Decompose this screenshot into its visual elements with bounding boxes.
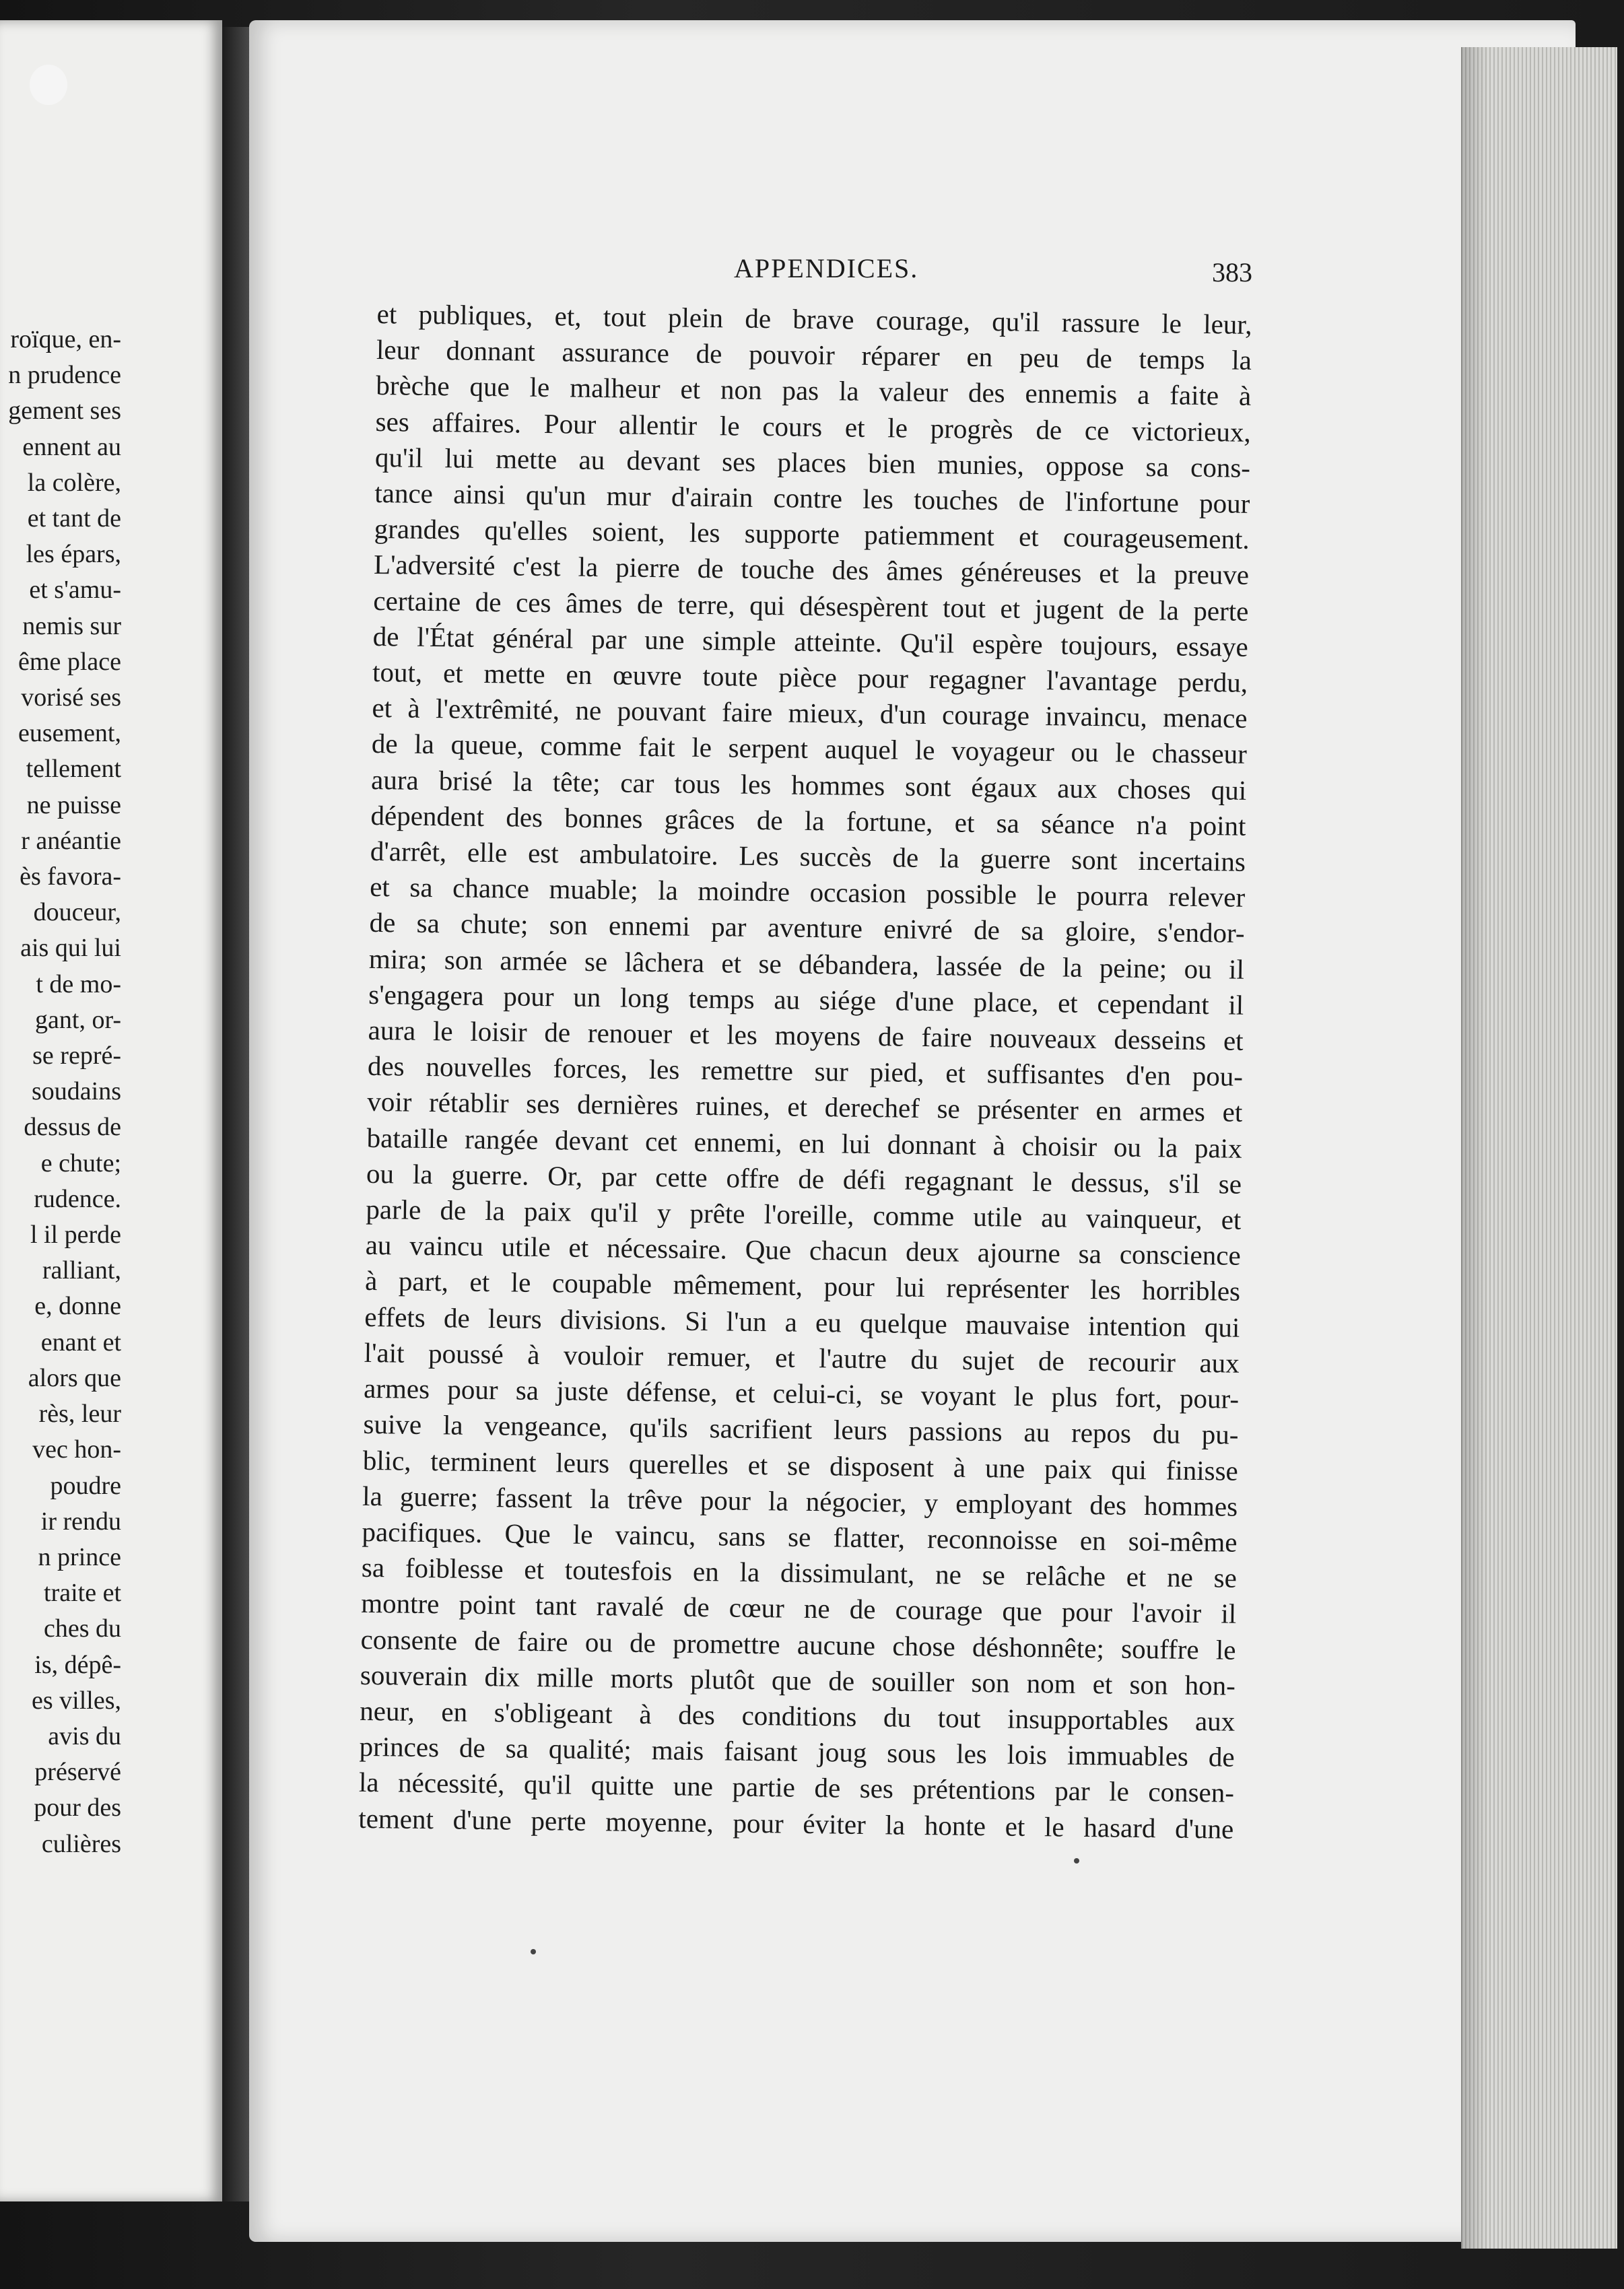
body-line: certaine de ces âmes de terre, qui désespèrent tout et jugent de la perte (373, 584, 1249, 627)
body-line: bataille rangée devant cet ennemi, en lui donnant à choisir ou la paix (366, 1122, 1242, 1164)
left-page-line: gant, or- (35, 1005, 121, 1034)
body-line: effets de leurs divisions. Si l'un a eu quelque mauvaise intention qui (364, 1301, 1240, 1343)
left-page-line: ir rendu (40, 1507, 121, 1536)
page-edges-shadow (1461, 47, 1488, 2249)
left-page-line: enant et (40, 1328, 121, 1357)
left-page-line: dessus de (24, 1113, 121, 1142)
left-page-line: ès favora- (20, 862, 121, 891)
body-line: d'arrêt, elle est ambulatoire. Les succès de la guerre sont incertains (370, 835, 1246, 877)
body-line: de la queue, comme fait le serpent auquel le voyageur ou le chasseur (371, 728, 1248, 770)
body-line: des nouvelles forces, les remettre sur pied, et suffisantes d'en pou- (367, 1050, 1244, 1093)
body-line: tement d'une perte moyenne, pour éviter la honte et le hasard d'une (358, 1802, 1234, 1845)
ink-speck (531, 1949, 536, 1954)
body-line: armes pour sa juste défense, et celui-ci, se voyant le plus fort, pour- (363, 1372, 1240, 1414)
body-line: princes de sa qualité; mais faisant joug sous les lois immuables de (359, 1730, 1235, 1773)
left-page-line: se repré- (32, 1041, 121, 1070)
left-page-line: r anéantie (21, 826, 121, 855)
body-line: à part, et le coupable mêmement, pour lui représenter les horribles (364, 1265, 1241, 1307)
left-page-line: nemis sur (22, 611, 121, 640)
left-page-line: poudre (50, 1471, 121, 1500)
left-page-line: préservé (34, 1758, 121, 1787)
left-page-line: rudence. (34, 1184, 121, 1213)
body-line: ou la guerre. Or, par cette offre de défi regagnant le dessus, s'il se (366, 1157, 1242, 1200)
body-line: aura le loisir de renouer et les moyens de faire nouveaux desseins et (368, 1014, 1244, 1056)
left-page-line: vorisé ses (21, 683, 121, 712)
left-page-line: pour des (34, 1793, 121, 1822)
left-page-text (8, 322, 121, 1862)
left-page-line: les épars, (26, 540, 121, 569)
body-line: voir rétablir ses dernières ruines, et derechef se présenter en armes et (367, 1086, 1243, 1128)
body-line: tout, et mette en œuvre toute pièce pour regagner l'avantage perdu, (372, 656, 1248, 698)
left-page-line: ralliant, (42, 1256, 121, 1285)
body-line: grandes qu'elles soient, les supporte patiemment et courageusement. (374, 513, 1250, 555)
page-number: 383 (1212, 257, 1252, 287)
left-page-line: n prudence (8, 361, 121, 390)
body-line: consente de faire ou de promettre aucune chose déshonnête; souffre le (360, 1623, 1236, 1666)
body-line: tance ainsi qu'un mur d'airain contre les touches de l'infortune pour (374, 477, 1250, 519)
body-line: de l'État général par une simple atteinte. Qu'il espère toujours, essaye (372, 620, 1249, 662)
left-page-line: ême place (18, 647, 121, 676)
ink-speck (1074, 1858, 1079, 1864)
left-page-line: ches du (43, 1614, 121, 1643)
left-page-line: ais qui lui (20, 934, 121, 963)
left-facing-page (0, 20, 222, 2201)
body-line: sa foiblesse et toutesfois en la dissimulant, ne se relâche et ne se (361, 1551, 1238, 1594)
body-line: souverain dix mille morts plutôt que de souiller son nom et son hon- (360, 1659, 1236, 1701)
left-page-line: et tant de (27, 504, 121, 533)
left-page-line: l il perde (30, 1221, 121, 1250)
body-line: aura brisé la tête; car tous les hommes sont égaux aux choses qui (370, 763, 1247, 806)
body-line: parle de la paix qu'il y prête l'oreille, comme utile au vainqueur, et (366, 1193, 1242, 1235)
left-page-line: alors que (28, 1363, 121, 1392)
left-page-line: es villes, (32, 1686, 121, 1715)
body-line: pacifiques. Que le vaincu, sans se flatter, reconnoisse en soi-même (362, 1515, 1238, 1558)
body-text (358, 296, 1252, 1847)
left-page-line: n prince (38, 1542, 121, 1571)
left-page-line: gement ses (8, 397, 121, 425)
body-line: et publiques, et, tout plein de brave courage, qu'il rassure le leur, (376, 298, 1252, 340)
left-page-line: rès, leur (38, 1400, 121, 1429)
left-page-line: ne puisse (26, 790, 121, 819)
left-page-line: avis du (48, 1721, 121, 1750)
left-page-line: t de mo- (36, 969, 121, 998)
body-line: s'engagera pour un long temps au siége d'une place, et cependant il (368, 978, 1244, 1021)
body-line: suive la vengeance, qu'ils sacrifient leurs passions au repos du pu- (363, 1408, 1239, 1451)
body-line: ses affaires. Pour allentir le cours et le progrès de ce victorieux, (375, 405, 1251, 448)
left-page-line: is, dépê- (34, 1650, 121, 1679)
body-line: L'adversité c'est la pierre de touche des âmes généreuses et la preuve (373, 549, 1250, 591)
body-line: dépendent des bonnes grâces de la fortune, et sa séance n'a point (370, 799, 1246, 842)
body-line: leur donnant assurance de pouvoir réparer en peu de temps la (376, 334, 1252, 376)
body-line: de sa chute; son ennemi par aventure enivré de sa gloire, s'endor- (369, 907, 1245, 949)
body-line: brèche que le malheur et non pas la valeur des ennemis a faite à (376, 370, 1252, 412)
left-page-line: ennent au (22, 432, 121, 461)
body-line: et sa chance muable; la moindre occasion possible le pourra relever (370, 871, 1246, 914)
body-line: l'ait poussé à vouloir remuer, et l'autre du sujet de recourir aux (364, 1336, 1240, 1379)
left-page-line: la colère, (27, 468, 121, 497)
left-page-line: culières (41, 1829, 121, 1858)
left-page-line: eusement, (18, 719, 121, 748)
paper-speck (30, 65, 67, 105)
body-line: la guerre; fassent la trêve pour la négocier, y employant des hommes (362, 1480, 1238, 1522)
body-line: montre point tant ravalé de cœur ne de courage que pour l'avoir il (361, 1587, 1237, 1630)
left-page-line: vec hon- (32, 1435, 121, 1464)
body-line: neur, en s'obligeant à des conditions du tout insupportables aux (360, 1695, 1236, 1737)
left-page-line: e, donne (34, 1292, 121, 1321)
body-line: blic, terminent leurs querelles et se disposent à une paix qui finisse (362, 1444, 1239, 1487)
left-page-line: et s'amu- (29, 576, 121, 605)
running-title: APPENDICES. (734, 253, 919, 283)
body-line: qu'il lui mette au devant ses places bien munies, oppose sa cons- (374, 441, 1251, 483)
body-line: et à l'extrêmité, ne pouvant faire mieux, d'un courage invaincu, menace (372, 692, 1248, 734)
left-page-line: e chute; (40, 1149, 121, 1177)
body-line: mira; son armée se lâchera et se débandera, lassée de la peine; ou il (368, 943, 1245, 985)
left-page-line: traite et (44, 1579, 121, 1608)
left-page-line: roïque, en- (10, 325, 121, 353)
left-page-line: soudains (32, 1077, 121, 1106)
body-line: au vaincu utile et nécessaire. Que chacun deux ajourne sa conscience (365, 1229, 1241, 1272)
body-line: la nécessité, qu'il quitte une partie de ses prétentions par le consen- (358, 1767, 1235, 1809)
left-page-line: douceur, (33, 898, 121, 927)
left-page-line: tellement (26, 755, 121, 784)
page-header (377, 252, 1252, 293)
